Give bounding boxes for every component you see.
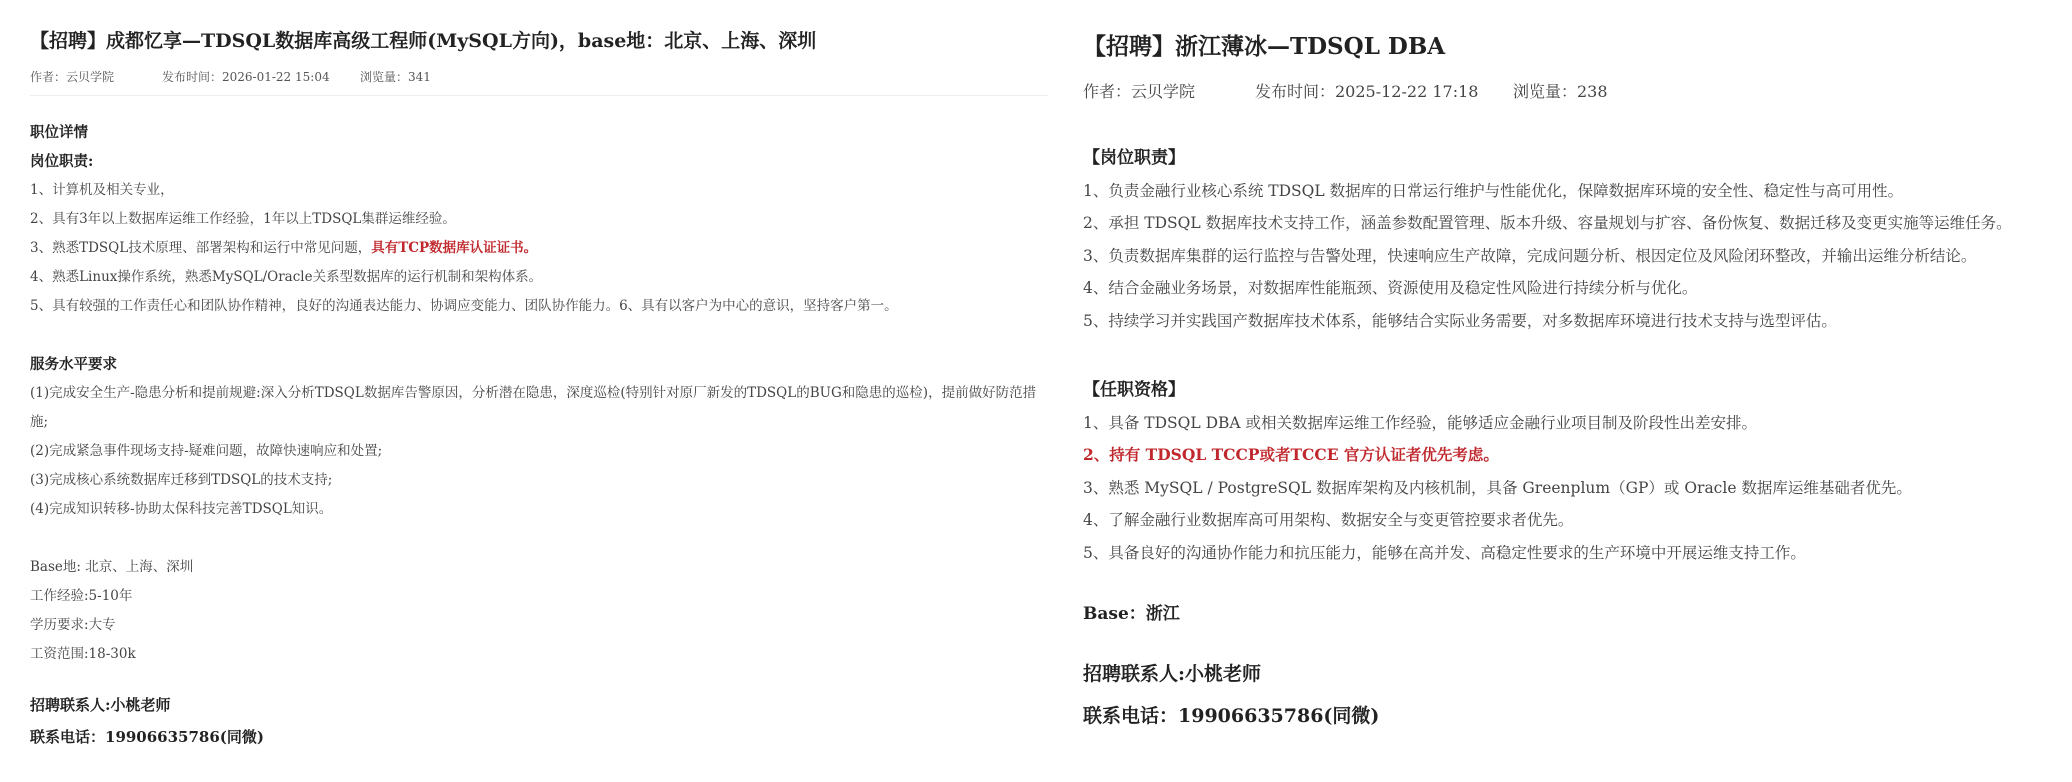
left-section-job-detail: 职位详情 [30, 124, 88, 141]
left-duty-5: 5、具有较强的工作责任心和团队协作精神，良好的沟通表达能力、协调应变能力、团队协作能力。6、具有以客户为中心的意识，坚持客户第一。 [30, 298, 898, 314]
left-divider [30, 95, 1048, 96]
left-info-education: 学历要求:大专 [30, 617, 116, 633]
left-duty-4: 4、熟悉Linux操作系统，熟悉MySQL/Oracle关系型数据库的运行机制和架构体系。 [30, 269, 543, 285]
left-duty-3-text: 3、熟悉TDSQL技术原理、部署架构和运行中常见问题， [30, 240, 372, 256]
right-req-3: 3、熟悉 MySQL / PostgreSQL 数据库架构及内核机制，具备 Greenplum（GP）或 Oracle 数据库运维基础者优先。 [1083, 478, 1912, 497]
right-publish-time: 发布时间：2025-12-22 17:18 [1255, 82, 1479, 101]
right-duty-1: 1、负责金融行业核心系统 TDSQL 数据库的日常运行维护与性能优化，保障数据库环境的安全性、稳定性与高可用性。 [1083, 181, 1904, 200]
right-req-4: 4、了解金融行业数据库高可用架构、数据安全与变更管控要求者优先。 [1083, 511, 1574, 529]
left-service-1: (1)完成安全生产-隐患分析和提前规避:深入分析TDSQL数据库告警原因，分析潜在隐患，深度巡检(特别针对原厂新发的TDSQL的BUG和隐患的巡检)，提前做好防范措施; [30, 385, 1037, 430]
right-post-body [1083, 142, 2058, 737]
left-post-body [30, 118, 1048, 753]
left-post-meta [30, 68, 431, 85]
left-contact-phone: 联系电话：19906635786(同微) [30, 728, 265, 746]
left-section-service: 服务水平要求 [30, 356, 117, 373]
right-req-2-highlight: 2、持有 TDSQL TCCP或者TCCE 官方认证者优先考虑。 [1083, 445, 1499, 464]
right-contact-person: 招聘联系人:小桃老师 [1083, 663, 1262, 685]
left-author: 作者：云贝学院 [30, 70, 115, 84]
left-duty-2: 2、具有3年以上数据库运维工作经验，1年以上TDSQL集群运维经验。 [30, 211, 456, 227]
right-author: 作者：云贝学院 [1083, 82, 1196, 101]
left-publish-time: 发布时间：2026-01-22 15:04 [162, 70, 330, 84]
right-duty-3: 3、负责数据库集群的运行监控与告警处理，快速响应生产故障，完成问题分析、根因定位及风险闭环整改，并输出运维分析结论。 [1083, 246, 1977, 265]
left-duty-3-highlight: 具有TCP数据库认证证书。 [371, 240, 538, 256]
right-base: Base：浙江 [1083, 604, 1180, 624]
right-post-title: 【招聘】浙江薄冰—TDSQL DBA [1083, 33, 1446, 60]
right-duty-2: 2、承担 TDSQL 数据库技术支持工作，涵盖参数配置管理、版本升级、容量规划与扩容、备份恢复、数据迁移及变更实施等运维任务。 [1083, 214, 2012, 232]
left-views: 浏览量：341 [360, 70, 431, 84]
right-section-duties: 【岗位职责】 [1083, 148, 1185, 168]
left-post-title: 【招聘】成都忆享—TDSQL数据库高级工程师(MySQL方向)，base地：北京、上海、深圳 [30, 30, 817, 52]
right-contact-phone: 联系电话：19906635786(同微) [1083, 705, 1380, 727]
right-duty-4: 4、结合金融业务场景，对数据库性能瓶颈、资源使用及稳定性风险进行持续分析与优化。 [1083, 279, 1698, 297]
left-info-experience: 工作经验:5-10年 [30, 588, 133, 604]
left-service-3: (3)完成核心系统数据库迁移到TDSQL的技术支持; [30, 472, 333, 488]
left-contact-person: 招聘联系人:小桃老师 [30, 696, 171, 714]
left-section-duties: 岗位职责: [30, 153, 94, 170]
right-req-5: 5、具备良好的沟通协作能力和抗压能力，能够在高并发、高稳定性要求的生产环境中开展运维支持工作。 [1083, 543, 1806, 562]
left-duty-3 [30, 234, 1048, 263]
left-info-salary: 工资范围:18-30k [30, 646, 136, 662]
left-service-4: (4)完成知识转移-协助太保科技完善TDSQL知识。 [30, 501, 333, 517]
left-duty-1: 1、计算机及相关专业， [30, 182, 174, 198]
right-section-requirements: 【任职资格】 [1083, 380, 1185, 400]
right-views: 浏览量：238 [1513, 82, 1608, 101]
right-req-1: 1、具备 TDSQL DBA 或相关数据库运维工作经验，能够适应金融行业项目制及阶段性出差安排。 [1083, 413, 1758, 432]
right-duty-5: 5、持续学习并实践国产数据库技术体系，能够结合实际业务需要，对多数据库环境进行技术支持与选型评估。 [1083, 311, 1837, 330]
left-info-base: Base地: 北京、上海、深圳 [30, 559, 194, 575]
left-service-2: (2)完成紧急事件现场支持-疑难问题，故障快速响应和处置; [30, 443, 383, 459]
right-post-meta [1083, 79, 1608, 102]
